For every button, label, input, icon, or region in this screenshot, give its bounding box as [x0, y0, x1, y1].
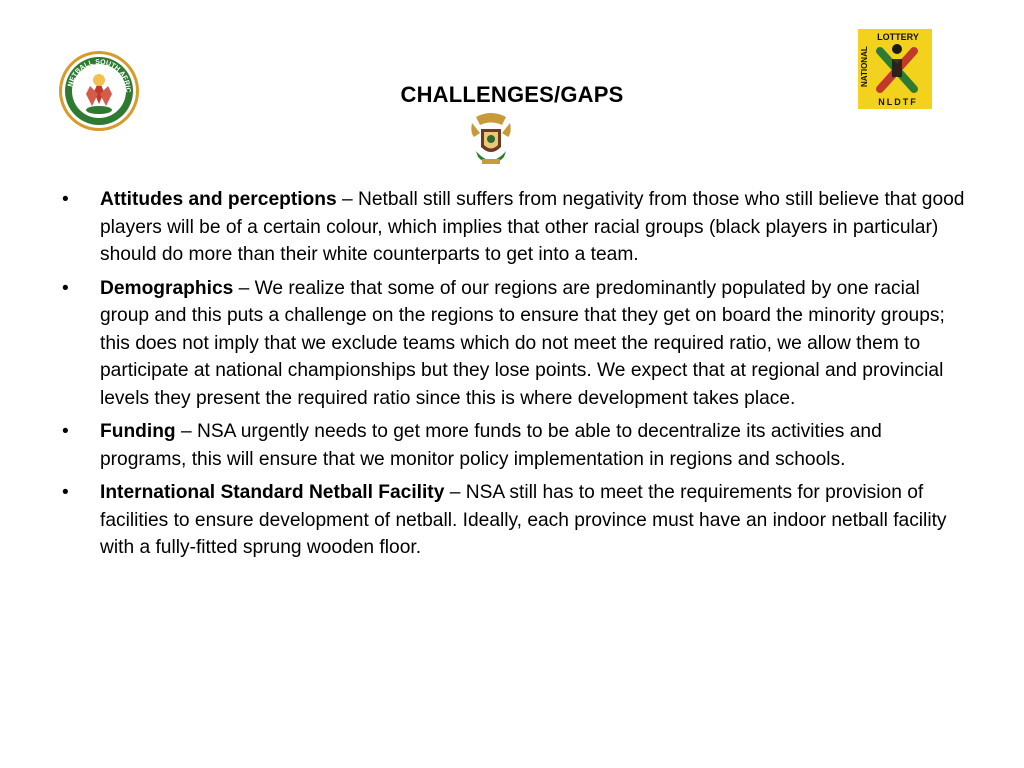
svg-text:NATIONAL: NATIONAL [860, 46, 869, 87]
bullet-icon: • [62, 421, 69, 442]
list-item [62, 275, 972, 413]
bullet-icon: • [62, 482, 69, 503]
national-lottery-logo [858, 29, 932, 109]
item-heading: International Standard Netball Facility [100, 482, 445, 503]
slide-title: CHALLENGES/GAPS [400, 82, 624, 107]
svg-text:NLDTF: NLDTF [878, 97, 918, 107]
item-text: – Netball still suffers from negativity from those who still believe that good players will be of a certain colour, which implies that other racial groups (black players in particular) should do more than their white counterparts to get into a team. [100, 189, 965, 265]
item-heading: Demographics [100, 277, 234, 299]
item-text: – NSA urgently needs to get more funds to be able to decentralize its activities and programs, this will ensure that we monitor policy implementation in regions and schools. [100, 421, 882, 470]
challenges-list [62, 186, 972, 568]
bullet-icon: • [62, 277, 69, 299]
svg-text:NETBALL SOUTH AFRICA: NETBALL SOUTH AFRIC [67, 58, 132, 93]
item-heading: Attitudes and perceptions [100, 189, 337, 210]
svg-text:LOTTERY: LOTTERY [877, 32, 919, 42]
list-item [62, 479, 972, 562]
item-heading: Funding [100, 421, 176, 442]
bullet-icon: • [62, 189, 69, 210]
list-item [62, 418, 972, 473]
coat-of-arms-icon [468, 111, 514, 171]
item-text: – We realize that some of our regions are predominantly populated by one racial group and this puts a challenge on the regions to ensure that they get on board the minority groups; this does not imply that we exclude teams which do not meet the required ratio, we allow them to participate at national championships but they lose points. We expect that at regional and provincial levels they present the required ratio since this is where development takes place. [100, 277, 945, 409]
item-text: – NSA still has to meet the requirements for provision of facilities to ensure development of netball. Ideally, each province must have an indoor netball facility with a fully-fitted sprung wooden floor. [100, 482, 947, 558]
list-item [62, 186, 972, 269]
